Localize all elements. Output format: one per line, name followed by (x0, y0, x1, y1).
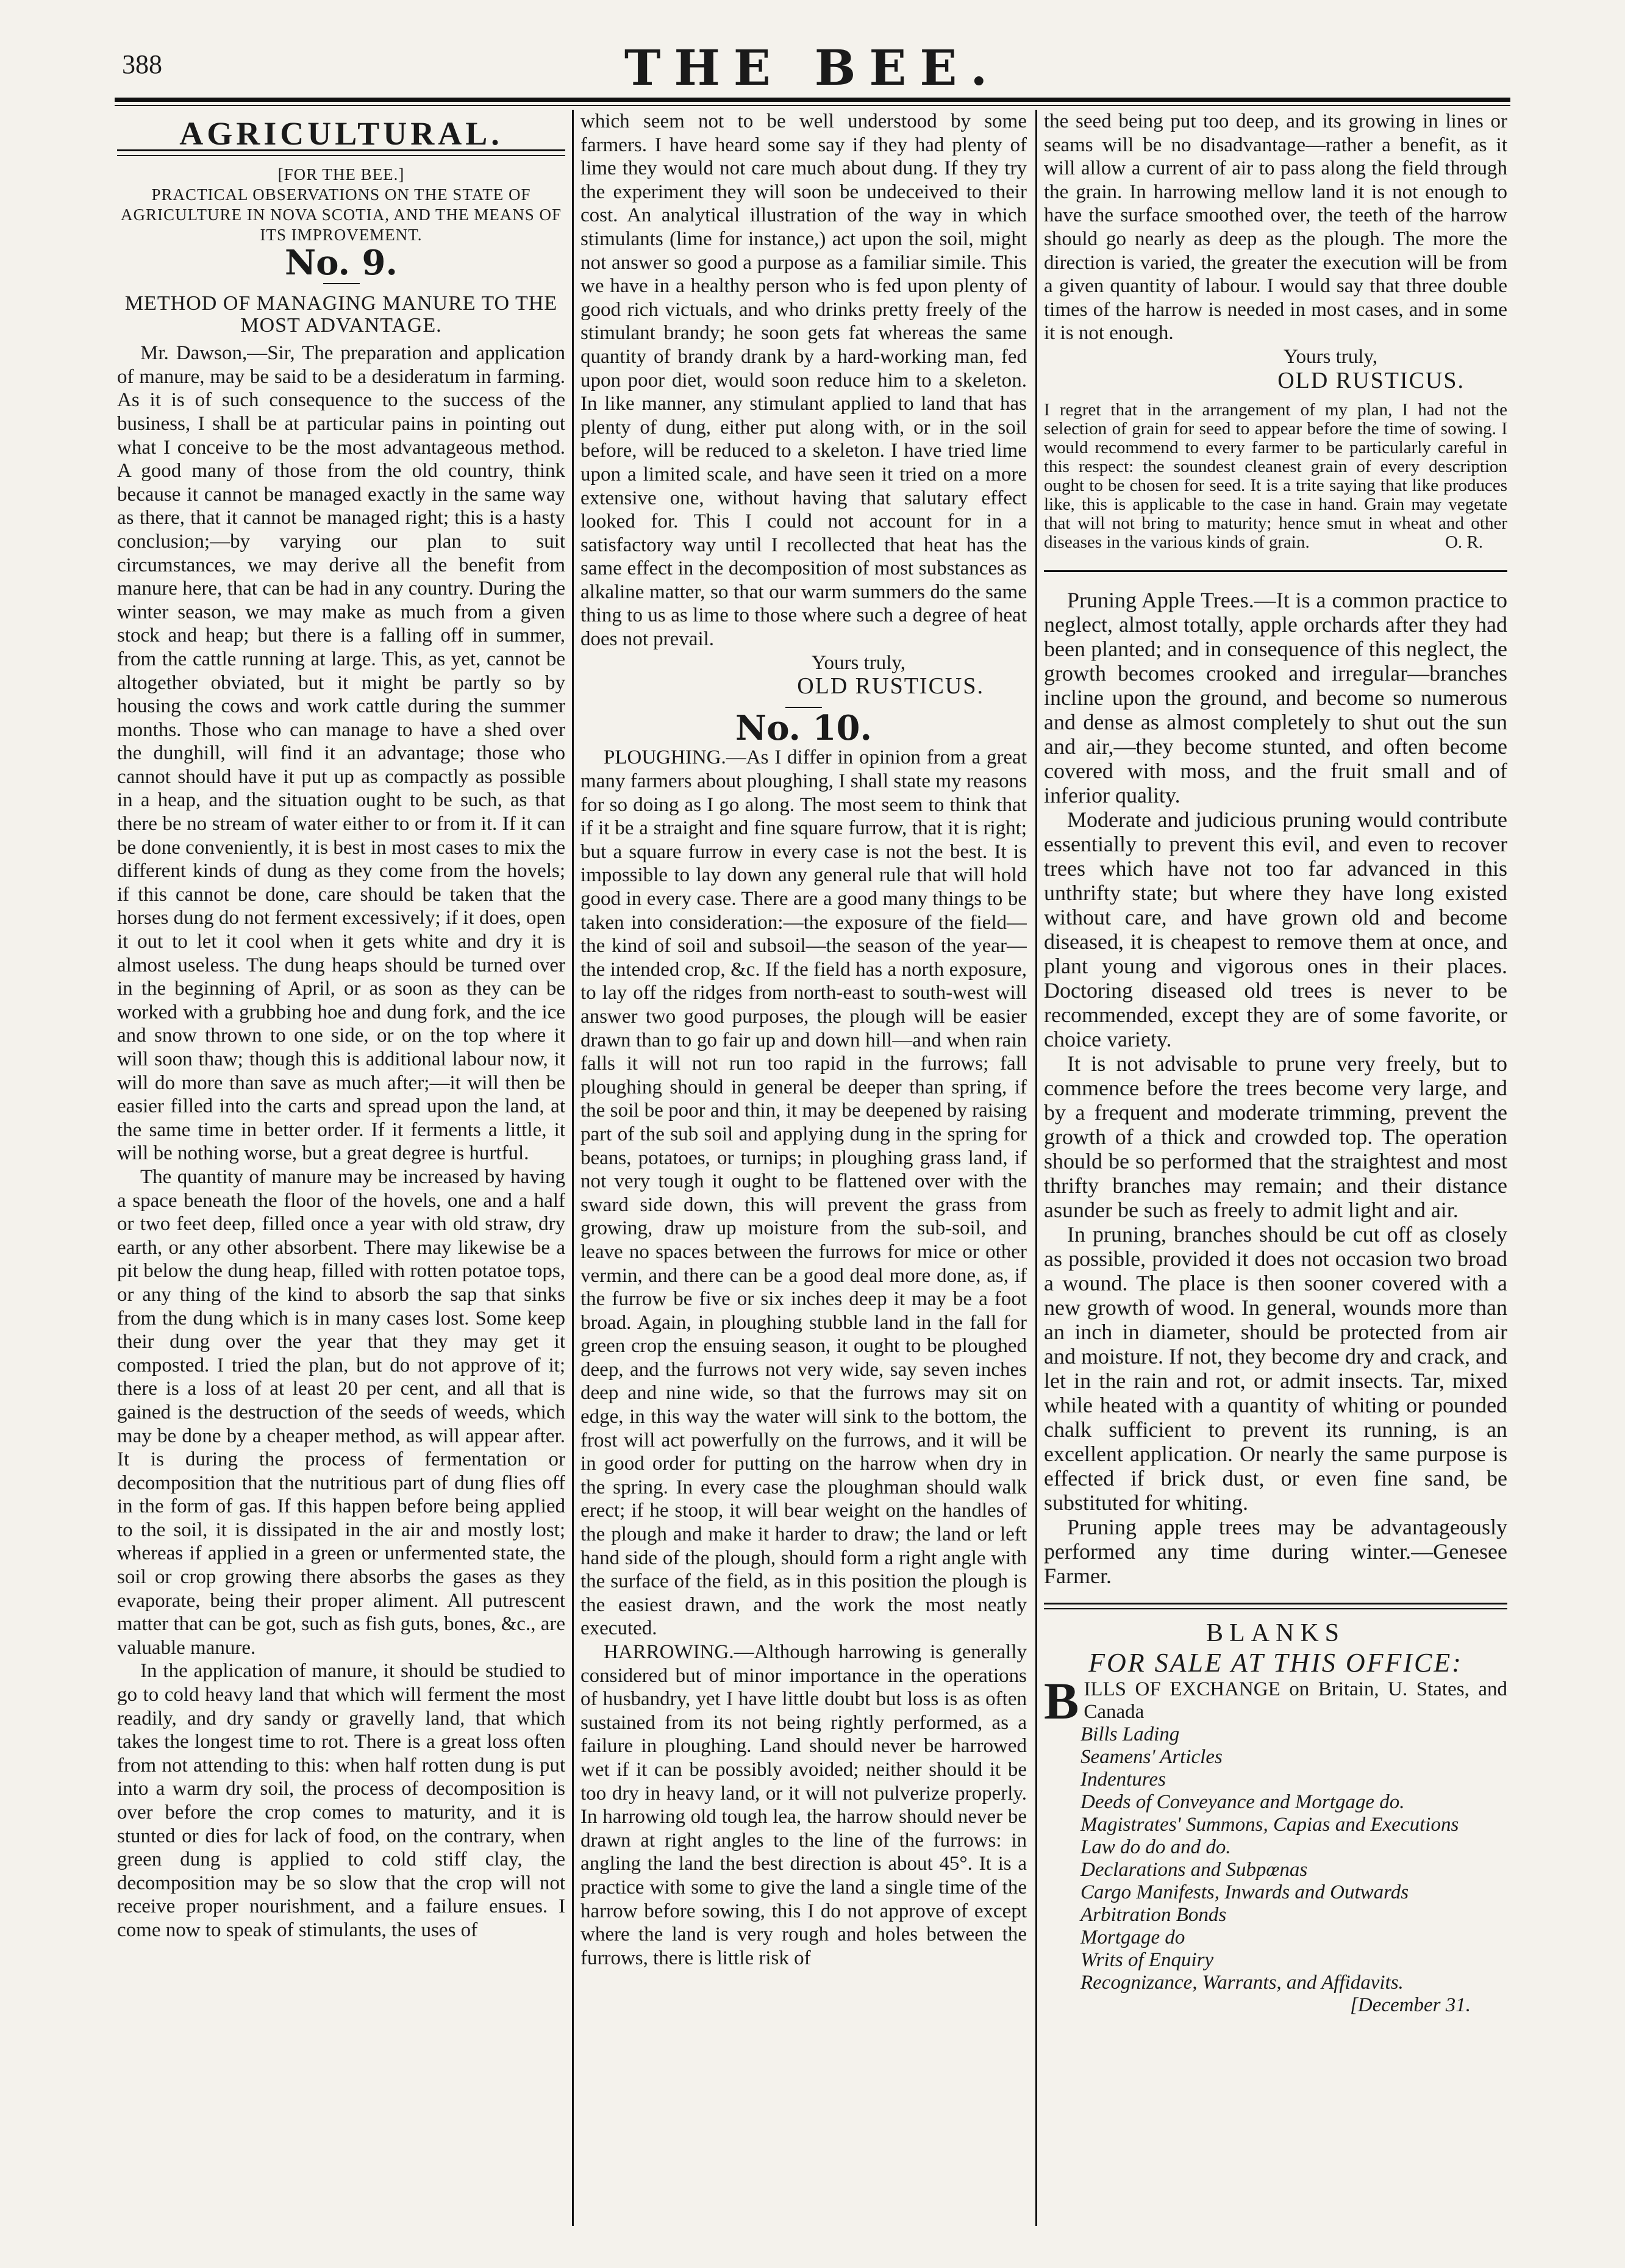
blanks-list (1044, 1672, 1507, 2017)
signature: OLD RUSTICUS. (1277, 367, 1465, 393)
editor-note (1044, 401, 1507, 552)
divider (1044, 1608, 1507, 1609)
list-item: Deeds of Conveyance and Mortgage do. (1080, 1791, 1405, 1814)
pruning-paragraph: Moderate and judicious pruning would contribute essentially to prevent this evil, and even to recover trees which have not too far advanced in this unthrifty state; but where they have long existed without care, and have grown old and become diseased, it is cheapest to remove them at once, and plant young and vigorous ones in their places. Doctoring diseased old trees is never to be recommended, except they are of some favorite, or choice variety. (1044, 807, 1507, 1052)
article-paragraph: In the application of manure, it should be studied to go to cold heavy land that which will ferment the most readily, and dry sandy or gravelly land, that which takes the longest time to rot. There is a great loss often from not attending to this: when half rotten dung is put into a warm dry soil, the process of decomposition is over before the crop comes to maturity, and it is stunted or dies for lack of food, on the contrary, when green dung is applied to cold stiff clay, the decomposition may be so slow that the crop will not receive proper nourishment, and a failure ensues. I come now to speak of stimulants, the uses of (117, 1660, 565, 1941)
article-heading: METHOD OF MANAGING MANURE TO THE MOST ADVANTAGE. (124, 292, 558, 337)
list-item: Seamens' Articles (1080, 1746, 1223, 1769)
article-paragraph: Mr. Dawson,—Sir, The preparation and application of manure, may be said to be a desideratum in farming. As it is of such consequence to the success of the business, I shall be at particular pains in pointing out what I conceive to be the most advantageous method. A good many of those from the old country, think because it cannot be managed exactly in the same way as there, that it cannot be managed right; this is a hasty conclusion;—by varying our plan to suit circumstances, we may derive all the benefit from manure here, that can be had in any country. During the winter season, we may make as much from a given stock and heap; but there is a falling off in summer, from the cattle running at large. This, as yet, cannot be altogether obviated, but it might be partly so by housing the cows and work cattle during the summer months. Those who can manage to have a shed over the dunghill, will find it an advantage; those who cannot should have it put up as compactly as possible in a heap, and the situation ought to be such, as that there be no stream of water either to or from it. If it can be done conveniently, it is best in most cases to mix the different kinds of dung as they come from the hovels; if this cannot be done, care should be taken that the horses dung do not ferment excessively; if it does, open it out to let it cool when it gets white and dry it is almost useless. The dung heaps should be turned over in the beginning of April, or as soon as they can be worked with a grubbing hoe and dung fork, and the ice and snow thrown to one side, or on the top where it will soon thaw; though this is additional labour now, it will do more than save as much after;—it will then be easier filled into the carts and spread upon the land, at the same time in better order. If it ferments a little, it will be nothing worse, but a great degree is hurtful. (117, 342, 565, 1165)
page-number: 388 (122, 49, 162, 79)
divider (117, 155, 565, 156)
list-item (1044, 1672, 1507, 1731)
article-paragraph: which seem not to be well understood by some farmers. I have heard some say if they had plenty of lime they would not care much about dung. If they try the experiment they will soon be undeceived to their cost. An analytical illustration of the way in which stimulants (lime for instance,) act upon the soil, might not answer so good a purpose as a familiar simile. This we have in a healthy person who is fed upon plenty of good rich victuals, and who drinks pretty freely of the stimulant brandy; he soon gets fat whereas the same quantity of brandy drank by a hard-working man, fed upon poor diet, would soon reduce him to a skeleton. In like manner, any stimulant applied to land that has plenty of dung, either put along with, or in the soil before, will be reduced to a skeleton. I have tried lime upon a limited scale, and have seen it tried on a more extensive one, without having that salutary effect looked for. This I could not account for in a satisfactory way until I recollected that heat has the same effect in the decomposition of most substances as alkaline matter, so that our warm summers do the same thing to us as lime to those where such a degree of heat does not prevail. (580, 110, 1027, 651)
pruning-paragraph: In pruning, branches should be cut off as closely as possible, provided it does not occasion two broad a wound. The place is then sooner covered with a new growth of wood. In general, wounds more than an inch in diameter, should be protected from air and moisture. If not, they become dry and crack, and let in the rain and rot, or admit insects. Tar, mixed while heated with a quantity of whiting or pounded chalk sufficient to prevent its running, is an excellent application. Or nearly the same purpose is effected if brick dust, or even fine sand, be substituted for whiting. (1044, 1222, 1507, 1515)
closing: Yours truly, (811, 651, 906, 674)
article-paragraph: PLOUGHING.—As I differ in opinion from a great many farmers about ploughing, I shall state my reasons for so doing as I go along. The most seem to think that if it be a straight and fine square furrow, that it is right; but a square furrow in every case is not the best. It is impossible to lay down any general rule that will hold good in every case. There are a good many things to be taken into consideration:—the exposure of the field—the kind of soil and subsoil—the season of the year—the intended crop, &c. If the field has a north exposure, to lay off the ridges from north-east to south-west will answer two good purposes, the plough will be easier drawn than to go fair up and down hill—and when rain falls it will not run too rapid in the furrows; fall ploughing should in general be deeper than spring, if the soil be poor and thin, it may be deepened by raising part of the sub soil and applying dung in the spring for beans, potatoes, or turnips; in ploughing grass land, if not very tough it ought to be flattened over with the sward side down, this will prevent the grass from growing, draw up moisture from the sub-soil, and leave no spaces between the furrows for mice or other vermin, and there can be a good deal more done, as, if the furrow be five or six inches deep it may be a foot broad. Again, in ploughing stubble land in the fall for green crop the ensuing season, it ought to be ploughed deep, and the furrows not very wide, say seven inches deep and nine wide, so that the furrows may sit on edge, in this way the water will sink to the bottom, the frost will act powerfully on the furrows, and it will be in good order for putting on the harrow when dry in the spring. In every case the ploughman should walk erect; if he stoop, it will bear weight on the handles of the plough and make it harder to draw; the land or left hand side of the plough, should form a right angle with the surface of the field, as in this position the plough is the easiest drawn, and the work the most neatly executed. (580, 746, 1027, 1640)
divider (323, 283, 360, 284)
masthead-rule-thin (115, 105, 1510, 106)
divider (1044, 1603, 1507, 1604)
column-3 (1044, 110, 1507, 2220)
closing: Yours truly, (1283, 345, 1378, 368)
signature: OLD RUSTICUS. (797, 673, 984, 699)
masthead: THE BEE. (624, 39, 1001, 96)
for-the-bee: [FOR THE BEE.] (277, 165, 405, 184)
list-item: Mortgage do (1080, 1926, 1185, 1949)
list-item: Indentures (1080, 1769, 1166, 1791)
column-1 (117, 110, 565, 2220)
list-item: Cargo Manifests, Inwards and Outwards (1080, 1881, 1409, 1904)
list-item: Bills Lading (1080, 1723, 1180, 1746)
article-paragraph: The quantity of manure may be increased by having a space beneath the floor of the hovels, one and a half or two feet deep, filled once a year with old straw, dry earth, or any other absorbent. There may likewise be a pit below the dung heap, filled with rotten potatoe tops, or any thing of the kind to absorb the sap that sinks from the dung which is in many cases lost. Some keep their dung over the year that they may get it composted. I tried the plan, but do not approve of it; there is a loss of at least 20 per cent, and all that is gained is the destruction of the seeds of weeds, which may be done by a cheaper method, as will appear after. It is during the process of fermentation or decomposition that the nutritious part of dung flies off in the form of gas. If this happen before being applied to the soil, it is dissipated in the air and mostly lost; whereas if applied in a green or unfermented state, the soil or crop growing there absorbs the gases as they evaporate, being their proper aliment. All putrescent matter that can be got, such as fish guts, bones, &c., are valuable manure. (117, 1165, 565, 1659)
note-initials: O. R. (1445, 532, 1483, 553)
section-title: AGRICULTURAL. (179, 115, 503, 152)
list-item-text: ILLS OF EXCHANGE on Britain, U. States, and Canada (1084, 1678, 1507, 1723)
article-number: No. 10. (735, 707, 872, 748)
note-text: I regret that in the arrangement of my plan, I had not the selection of grain for seed to appear before the time of sowing. I would recommend to every farmer to be particularly careful in this respect: the soundest cleanest grain of every description ought to be chosen for seed. It is a trite saying that like produces like, this is applicable to the case in hand. Grain may vegetate that will not bring to maturity; hence smut in wheat and other diseases in the various kinds of grain. (1044, 400, 1507, 553)
pruning-paragraph: It is not advisable to prune very freely, but to commence before the trees become very large, and by a frequent and moderate trimming, prevent the growth of a thick and crowded top. The operation should be so performed that the straightest and most thrifty branches may remain; and their distance asunder be such as freely to admit light and air. (1044, 1051, 1507, 1223)
column-rule (572, 110, 574, 2226)
list-item: Magistrates' Summons, Capias and Executions (1080, 1814, 1459, 1836)
list-item: Law do do and do. (1080, 1836, 1231, 1859)
masthead-rule (115, 98, 1510, 102)
divider (1044, 570, 1507, 572)
pruning-paragraph: Pruning Apple Trees.—It is a common practice to neglect, almost totally, apple orchards after they had been planted; and in consequence of this neglect, the growth becomes crooked and irregular—branches incline upon the ground, and become so numerous and dense as almost completely to shut out the sun and air,—they become stunted, and often become covered with moss, and the fruit small and of inferior quality. (1044, 588, 1507, 808)
list-item: Declarations and Subpœnas (1080, 1859, 1308, 1881)
list-item: Recognizance, Warrants, and Affidavits. (1080, 1972, 1404, 1994)
list-item: Writs of Enquiry (1080, 1949, 1214, 1972)
drop-cap: B (1044, 1672, 1079, 1731)
list-item: Arbitration Bonds (1080, 1904, 1227, 1926)
article-number: No. 9. (284, 242, 398, 283)
pruning-paragraph: Pruning apple trees may be advantageously performed any time during winter.—Genesee Farmer. (1044, 1515, 1507, 1589)
column-rule (1035, 110, 1037, 2226)
date-line: [December 31. (1350, 1994, 1471, 2017)
article-paragraph: the seed being put too deep, and its growing in lines or seams will be no disadvantage—rather a benefit, as it will allow a current of air to pass along the field through the grain. In harrowing mellow land it is not enough to have the surface smoothed over, the teeth of the harrow should go nearly as deep as the plough. The more the direction is varied, the greater the execution will be from a given quantity of labour. I would say that three double times of the harrow is needed in most cases, and in some it is not enough. (1044, 110, 1507, 345)
blanks-heading: BLANKS (1205, 1619, 1346, 1648)
article-paragraph: HARROWING.—Although harrowing is generally considered but of minor importance in the operations of husbandry, yet I have little doubt but loss is as often sustained from its not being rightly performed, as a failure in ploughing. Land should never be harrowed wet if it can be possibly avoided; neither should it be too dry in heavy land, or it will not pulverize properly. In harrowing old tough lea, the harrow should never be drawn at right angles to the line of the furrows: in angling the land the best direction is about 45°. It is a practice with some to give the land a single time of the harrow before sowing, this I do not approve of except where the land is very rough and holes between the furrows, there is little risk of (580, 1641, 1027, 1969)
column-2 (580, 110, 1027, 2220)
blanks-subheading: FOR SALE AT THIS OFFICE: (1088, 1647, 1463, 1678)
article-subtitle: PRACTICAL OBSERVATIONS ON THE STATE OF AGRICULTURE IN NOVA SCOTIA, AND THE MEANS OF ITS IMPROVEMENT. (120, 185, 562, 244)
